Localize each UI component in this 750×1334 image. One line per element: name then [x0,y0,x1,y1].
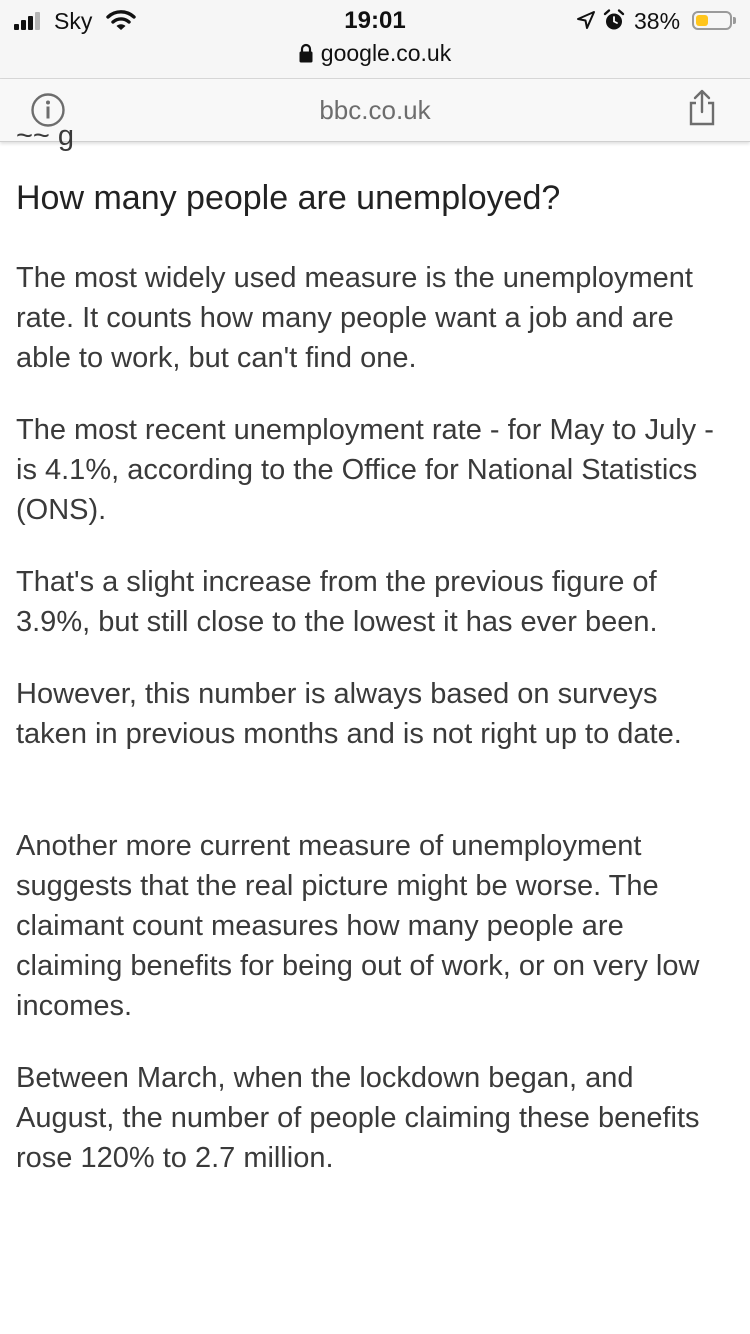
article-heading: How many people are unemployed? [16,179,561,217]
article-paragraph: However, this number is always based on surveys taken in previous months and is not right up to date. [16,678,682,750]
lock-icon [299,43,313,63]
alarm-clock-icon [603,9,625,31]
article-paragraph: Another more current measure of unemployment suggests that the real picture might be worse. The claimant count measures how many people are claiming benefits for being out of work, or on very low incomes. [16,830,700,1022]
location-arrow-icon [576,10,596,30]
article-paragraph: The most widely used measure is the unemployment rate. It counts how many people want a job and are able to work, but can't find one. [16,262,693,374]
battery-percentage: 38% [634,8,681,34]
battery-level-fill [696,15,708,26]
article-body [16,120,736,1334]
article-paragraph: Between March, when the lockdown began, and August, the number of people claiming these benefits rose 120% to 2.7 million. [16,1062,700,1174]
carrier-name: Sky [54,8,93,34]
url-text: google.co.uk [320,40,452,66]
article-paragraph: That's a slight increase from the previous figure of 3.9%, but still close to the lowest it has ever been. [16,566,658,638]
status-time: 19:01 [344,7,406,34]
site-domain: bbc.co.uk [319,95,431,125]
clipped-previous-line: ~~ g [16,120,75,152]
article-paragraph: The most recent unemployment rate - for May to July - is 4.1%, according to the Office for National Statistics (ONS). [16,414,714,526]
battery-icon [692,11,732,30]
status-bar [0,0,750,40]
browser-toolbar [0,79,750,142]
url-bar[interactable] [0,40,750,79]
share-icon[interactable] [686,89,718,127]
